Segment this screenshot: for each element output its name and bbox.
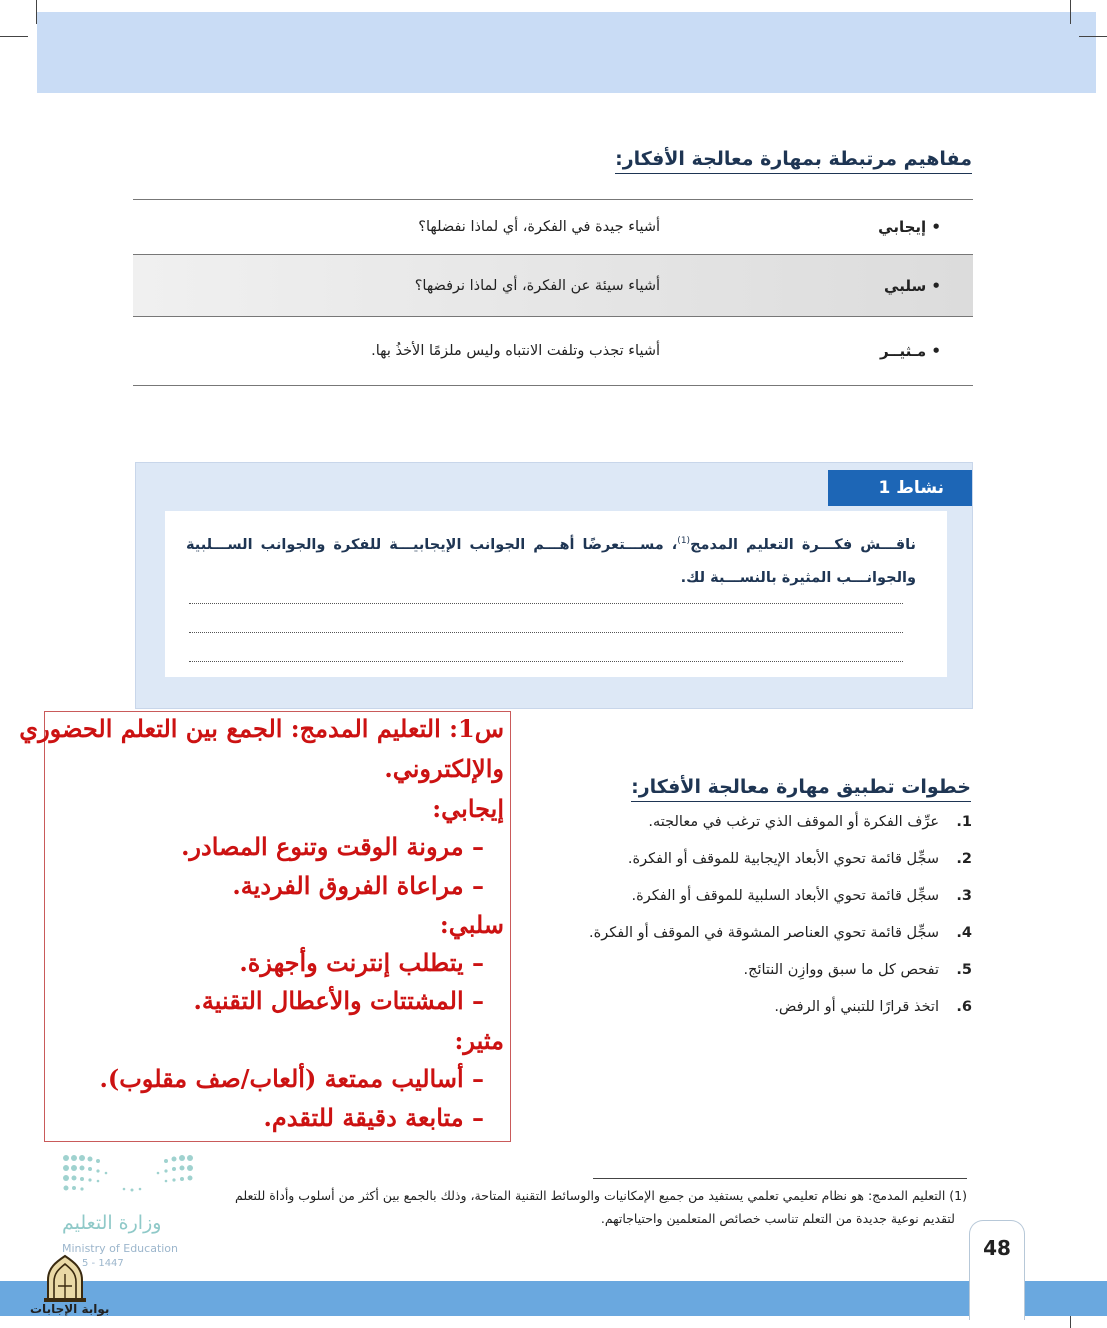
concept-row-positive [133, 200, 973, 255]
answer-line: سلبي: [439, 910, 504, 939]
crop-mark [36, 0, 37, 24]
ministry-name-en: Ministry of Education [62, 1242, 179, 1255]
footnote-rule [593, 1178, 967, 1179]
step-number: 3. [956, 888, 972, 904]
crop-mark [0, 36, 28, 37]
answer-dotted-line[interactable] [189, 661, 903, 662]
handwritten-answer-box [19, 711, 511, 1142]
step-item [589, 962, 972, 999]
concept-term: • إيجابي [878, 218, 941, 236]
activity-label: نشاط 1 [828, 470, 972, 506]
step-number: 5. [956, 962, 972, 978]
crop-mark [1070, 0, 1071, 24]
steps-title: خطوات تطبيق مهارة معالجة الأفكار: [631, 776, 971, 802]
concept-term: • مـثيــر [879, 342, 941, 360]
step-text: تفحص كل ما سبق ووازِن النتائج. [743, 962, 939, 978]
step-item [589, 814, 972, 851]
page-number-tab [969, 1220, 1025, 1320]
footnote [137, 1184, 967, 1230]
top-band [37, 12, 1096, 93]
ministry-name-ar: وزارة التعليم [62, 1212, 162, 1234]
step-text: اتخذ قرارًا للتبني أو الرفض. [774, 999, 939, 1015]
concept-row-interesting [133, 317, 973, 386]
crop-mark [1079, 36, 1107, 37]
activity-panel [135, 462, 973, 709]
bottom-band [0, 1281, 1107, 1316]
answer-line: – مرونة الوقت وتنوع المصادر. [181, 832, 484, 861]
step-number: 1. [956, 814, 972, 830]
concept-definition: أشياء جيدة في الفكرة، أي لماذا نفضلها؟ [418, 219, 660, 235]
answer-line: والإلكتروني. [384, 754, 504, 783]
answer-line: – متابعة دقيقة للتقدم. [263, 1103, 484, 1132]
portal-name: بوابة الإجابات [30, 1302, 110, 1316]
portal-logo-icon [42, 1254, 88, 1304]
activity-question [186, 525, 916, 595]
footnote-line: (1) التعليم المدمج: هو نظام تعليمي تعلمي يستفيد من جميع الإمكانيات والوسائط التقنية المتاحة، وذلك بالجمع بين أكثر من أسلوب وأداة للتعلم [235, 1188, 967, 1203]
footnote-ref: (1) [677, 536, 691, 546]
step-text: سجِّل قائمة تحوي العناصر المشوقة في الموقف أو الفكرة. [589, 925, 939, 941]
step-text: سجِّل قائمة تحوي الأبعاد السلبية للموقف أو الفكرة. [631, 888, 939, 904]
activity-text-part2: ، مســـتعرضًا أهـــم الجوانب الإيجابيـــة للفكرة والجوانب الســـلبية والجوانـــب المثيرة بالنســـبة لك. [186, 536, 916, 586]
answer-dotted-line[interactable] [189, 632, 903, 633]
step-item [589, 888, 972, 925]
concepts-title: مفاهيم مرتبطة بمهارة معالجة الأفكار: [615, 148, 972, 174]
answer-line: إيجابي: [432, 794, 504, 823]
answer-line: مثير: [454, 1026, 504, 1055]
step-number: 4. [956, 925, 972, 941]
step-text: عرِّف الفكرة أو الموقف الذي ترغب في معالجته. [648, 814, 939, 830]
answer-line: – يتطلب إنترنت وأجهزة. [239, 948, 484, 977]
step-item [589, 851, 972, 888]
ministry-year: 5 - 1447 [82, 1258, 124, 1269]
answer-line: – أساليب ممتعة (ألعاب/صف مقلوب). [99, 1064, 484, 1093]
page-number: 48 [983, 1236, 1011, 1260]
ministry-logo-icon [62, 1154, 202, 1196]
activity-text-part1: ناقـــش فكـــرة التعليم المدمج [690, 536, 917, 553]
concept-row-negative [133, 255, 973, 317]
activity-card [165, 511, 947, 677]
step-item [589, 999, 972, 1036]
step-item [589, 925, 972, 962]
concept-definition: أشياء تجذب وتلفت الانتباه وليس ملزمًا الأخذُ بها. [371, 343, 660, 359]
step-text: سجِّل قائمة تحوي الأبعاد الإيجابية للموقف أو الفكرة. [627, 851, 939, 867]
step-number: 6. [956, 999, 972, 1015]
answer-line: – مراعاة الفروق الفردية. [232, 871, 484, 900]
concept-term: • سلبي [884, 276, 941, 295]
steps-list [589, 814, 972, 1036]
answer-line: – المشتتات والأعطال التقنية. [193, 986, 484, 1015]
concept-definition: أشياء سيئة عن الفكرة، أي لماذا نرفضها؟ [414, 277, 660, 294]
answer-line: س1: التعليم المدمج: الجمع بين التعلم الحضوري [19, 714, 504, 743]
step-number: 2. [956, 851, 972, 867]
footnote-line: لتقديم نوعية جديدة من التعلم تناسب خصائص المتعلمين واحتياجاتهم. [600, 1211, 955, 1226]
concepts-table [133, 199, 973, 386]
answer-dotted-line[interactable] [189, 603, 903, 604]
